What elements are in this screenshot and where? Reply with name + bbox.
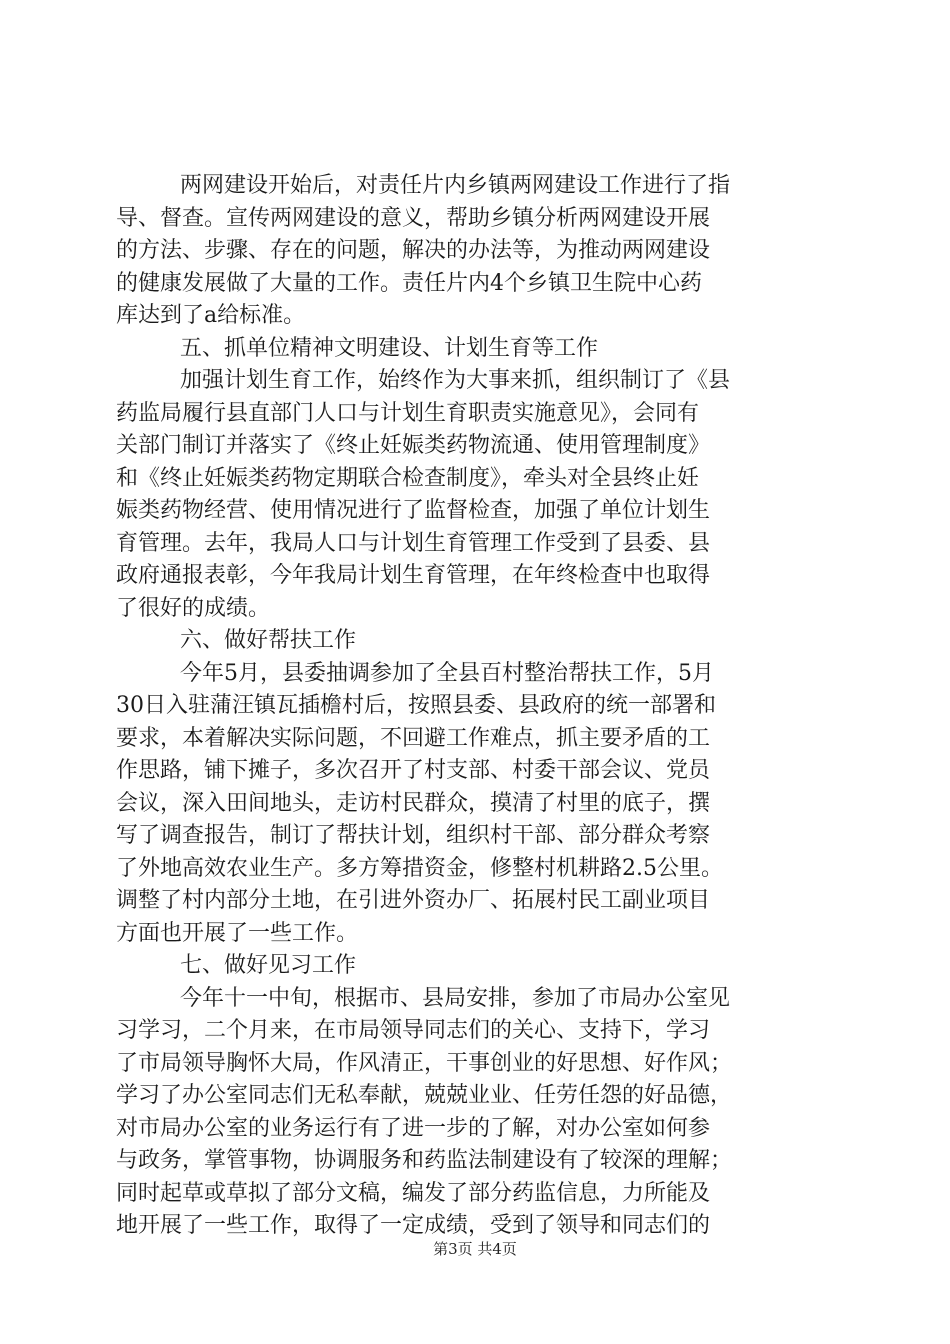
text-line: 写了调查报告，制订了帮扶计划，组织村干部、部分群众考察 (116, 823, 711, 848)
text-line: 政府通报表彰，今年我局计划生育管理，在年终检查中也取得 (116, 563, 711, 588)
text-line: 和《终止妊娠类药物定期联合检查制度》，牵头对全县终止妊 (116, 465, 700, 491)
text-line: 30日入驻蒲汪镇瓦插檐村后，按照县委、县政府的统一部署和 (116, 693, 716, 718)
text-line: 同时起草或草拟了部分文稿，编发了部分药监信息，力所能及 (116, 1180, 711, 1206)
text-line: 调整了村内部分土地，在引进外资办厂、拓展村民工副业项目 (116, 888, 711, 913)
text-line: 的健康发展做了大量的工作。责任片内4个乡镇卫生院中心药 (116, 270, 702, 296)
section-heading: 七、做好见习工作 (180, 953, 357, 978)
text-line: 娠类药物经营、使用情况进行了监督检查，加强了单位计划生 (116, 498, 711, 523)
text-line: 习学习，二个月来，在市局领导同志们的关心、支持下，学习 (116, 1018, 711, 1043)
text-line: 了外地高效农业生产。多方筹措资金，修整村机耕路2.5公里。 (116, 855, 723, 881)
text-line: 了很好的成绩。 (116, 595, 271, 621)
text-line: 加强计划生育工作，始终作为大事来抓，组织制订了《县 (180, 368, 731, 393)
text-line: 两网建设开始后，对责任片内乡镇两网建设工作进行了指 (180, 173, 731, 198)
text-line: 的方法、步骤、存在的问题，解决的办法等，为推动两网建设 (116, 238, 711, 263)
text-line: 要求，本着解决实际问题，不回避工作难点，抓主要矛盾的工 (116, 725, 711, 751)
text-line: 药监局履行县直部门人口与计划生育职责实施意见》，会同有 (116, 400, 700, 426)
text-line: 库达到了a给标准。 (116, 303, 306, 328)
section-heading: 六、做好帮扶工作 (180, 628, 357, 653)
text-line: 学习了办公室同志们无私奉献，兢兢业业、任劳任怨的好品德， (116, 1083, 733, 1108)
text-line: 会议，深入田间地头，走访村民群众，摸清了村里的底子，撰 (116, 790, 711, 816)
text-line: 方面也开展了一些工作。 (116, 920, 359, 946)
text-line: 导、督查。宣传两网建设的意义，帮助乡镇分析两网建设开展 (116, 205, 711, 231)
text-line: 作思路，铺下摊子，多次召开了村支部、村委干部会议、党员 (116, 758, 711, 783)
text-line: 今年十一中旬，根据市、县局安排，参加了市局办公室见 (180, 985, 731, 1011)
text-line: 关部门制订并落实了《终止妊娠类药物流通、使用管理制度》 (116, 433, 711, 458)
text-line: 对市局办公室的业务运行有了进一步的了解，对办公室如何参 (116, 1115, 711, 1141)
document-body (116, 170, 836, 1243)
text-line: 育管理。去年，我局人口与计划生育管理工作受到了县委、县 (116, 530, 711, 556)
text-line: 了市局领导胸怀大局，作风清正，干事创业的好思想、好作风； (116, 1050, 733, 1076)
text-line: 今年5月，县委抽调参加了全县百村整治帮扶工作，5月 (180, 660, 714, 686)
text-line: 与政务，掌管事物，协调服务和药监法制建设有了较深的理解； (116, 1148, 733, 1173)
page-number-footer: 第3页 共4页 (433, 1240, 517, 1258)
section-heading: 五、抓单位精神文明建设、计划生育等工作 (180, 335, 599, 361)
text-line: 地开展了一些工作，取得了一定成绩，受到了领导和同志们的 (116, 1213, 711, 1238)
